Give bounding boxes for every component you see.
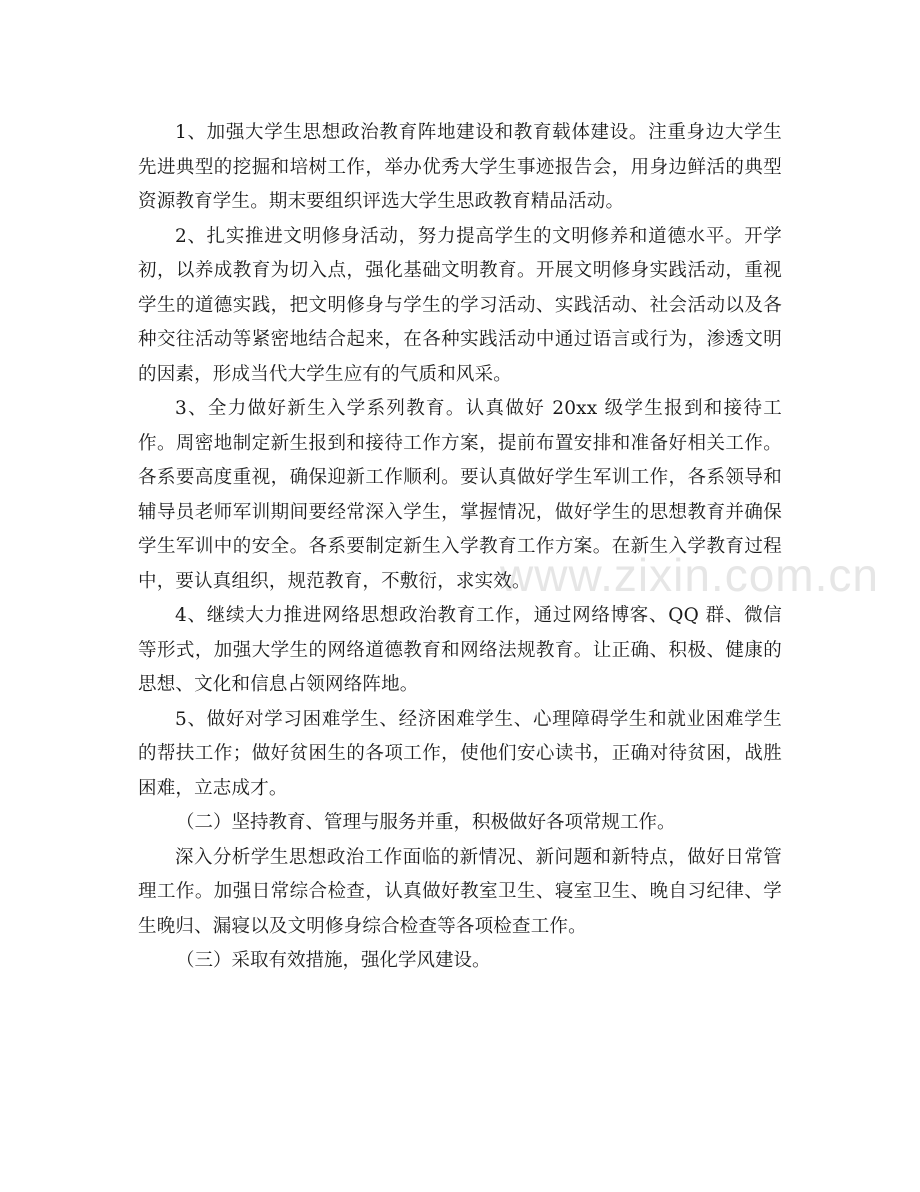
section-heading-2: （二）坚持教育、管理与服务并重，积极做好各项常规工作。 [176,812,676,833]
paragraph-5: 5、做好对学习困难学生、经济困难学生、心理障碍学生和就业困难学生的帮扶工作；做好贫困生的各项工作，使他们安心读书，正确对待贫困，战胜困难，立志成才。 [138,708,782,799]
paragraph-4: 4、继续大力推进网络思想政治教育工作，通过网络博客、QQ 群、微信等形式，加强大学生的网络道德教育和网络法规教育。让正确、积极、健康的思想、文化和信息占领网络阵地。 [138,605,782,695]
paragraph-2: 2、扎实推进文明修身活动，努力提高学生的文明修养和道德水平。开学初，以养成教育为切入点，强化基础文明教育。开展文明修身实践活动，重视学生的道德实践，把文明修身与学生的学习活动、实践活动、社会活动以及各种交往活动等紧密地结合起来，在各种实践活动中通过语言或行为，渗透文明的因素，形成当代大学生应有的气质和风采。 [138,225,782,385]
watermark-text: www.zixin.com.cn [500,549,879,601]
paragraph-6: 深入分析学生思想政治工作面临的新情况、新问题和新特点，做好日常管理工作。加强日常综合检查，认真做好教室卫生、寝室卫生、晚自习纪律、学生晚归、漏寝以及文明修身综合检查等各项检查工作。 [138,846,782,937]
document-body [138,116,782,979]
paragraph-3: 3、全力做好新生入学系列教育。认真做好 20xx 级学生报到和接待工作。周密地制定新生报到和接待工作方案，提前布置安排和准备好相关工作。各系要高度重视，确保迎新工作顺利。要认真做好学生军训工作，各系领导和辅导员老师军训期间要经常深入学生，掌握情况，做好学生的思想教育并确保学生军训中的安全。各系要制定新生入学教育工作方案。在新生入学教育过程中，要认真组织，规范教育，不敷衍，求实效。 [138,398,782,592]
section-heading-3: （三）采取有效措施，强化学风建设。 [176,950,491,971]
paragraph-1: 1、加强大学生思想政治教育阵地建设和教育载体建设。注重身边大学生先进典型的挖掘和培树工作，举办优秀大学生事迹报告会，用身边鲜活的典型资源教育学生。期末要组织评选大学生思政教育精品活动。 [138,122,782,212]
